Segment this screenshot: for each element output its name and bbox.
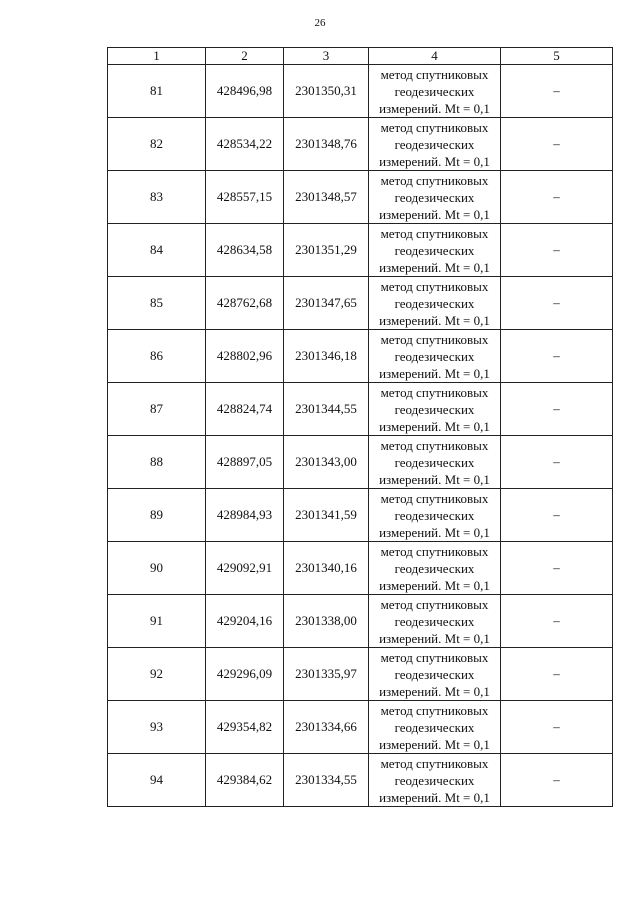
table-row: [108, 754, 613, 807]
coordinate-x: 428496,98: [206, 65, 284, 118]
coordinate-x: 429204,16: [206, 595, 284, 648]
method-cell: [369, 118, 501, 171]
method-line: метод спутниковых: [380, 755, 489, 771]
method-cell: [369, 701, 501, 754]
method-line: метод спутниковых: [380, 172, 489, 188]
table-row: [108, 542, 613, 595]
coordinate-x: 428557,15: [206, 171, 284, 224]
method-cell: [369, 277, 501, 330]
table-header-row: [108, 48, 613, 65]
header-col-1: 1: [108, 48, 206, 65]
method-line: геодезических: [394, 507, 475, 523]
method-cell: [369, 65, 501, 118]
note-dash: –: [501, 65, 613, 118]
method-cell: [369, 542, 501, 595]
coordinate-x: 428824,74: [206, 383, 284, 436]
note-dash: –: [501, 224, 613, 277]
method-line: измерений. Mt = 0,1: [379, 524, 490, 540]
point-number: 92: [108, 648, 206, 701]
coordinate-x: 429092,91: [206, 542, 284, 595]
note-dash: –: [501, 330, 613, 383]
point-number: 87: [108, 383, 206, 436]
method-cell: [369, 648, 501, 701]
method-line: геодезических: [394, 560, 475, 576]
note-dash: –: [501, 701, 613, 754]
point-number: 91: [108, 595, 206, 648]
method-line: геодезических: [394, 242, 475, 258]
table-row: [108, 383, 613, 436]
table-row: [108, 489, 613, 542]
note-dash: –: [501, 648, 613, 701]
coordinates-table: [107, 47, 613, 807]
coordinate-y: 2301335,97: [284, 648, 369, 701]
method-cell: [369, 754, 501, 807]
note-dash: –: [501, 277, 613, 330]
coordinate-y: 2301341,59: [284, 489, 369, 542]
method-line: измерений. Mt = 0,1: [379, 789, 490, 805]
table-row: [108, 436, 613, 489]
table-row: [108, 277, 613, 330]
coordinate-y: 2301347,65: [284, 277, 369, 330]
coordinate-y: 2301340,16: [284, 542, 369, 595]
method-cell: [369, 436, 501, 489]
note-dash: –: [501, 754, 613, 807]
method-line: геодезических: [394, 136, 475, 152]
method-line: метод спутниковых: [380, 119, 489, 135]
method-line: метод спутниковых: [380, 278, 489, 294]
method-line: метод спутниковых: [380, 66, 489, 82]
method-line: метод спутниковых: [380, 702, 489, 718]
note-dash: –: [501, 489, 613, 542]
method-line: измерений. Mt = 0,1: [379, 365, 490, 381]
coordinate-y: 2301351,29: [284, 224, 369, 277]
method-line: измерений. Mt = 0,1: [379, 630, 490, 646]
method-cell: [369, 224, 501, 277]
method-line: геодезических: [394, 613, 475, 629]
point-number: 84: [108, 224, 206, 277]
method-line: метод спутниковых: [380, 649, 489, 665]
coordinate-y: 2301338,00: [284, 595, 369, 648]
method-line: метод спутниковых: [380, 543, 489, 559]
method-line: геодезических: [394, 454, 475, 470]
table-row: [108, 224, 613, 277]
point-number: 83: [108, 171, 206, 224]
coordinate-x: 428802,96: [206, 330, 284, 383]
method-line: измерений. Mt = 0,1: [379, 312, 490, 328]
method-line: геодезических: [394, 348, 475, 364]
note-dash: –: [501, 118, 613, 171]
table-row: [108, 648, 613, 701]
method-line: измерений. Mt = 0,1: [379, 153, 490, 169]
method-line: геодезических: [394, 772, 475, 788]
method-line: геодезических: [394, 666, 475, 682]
note-dash: –: [501, 171, 613, 224]
coordinate-x: 429354,82: [206, 701, 284, 754]
method-line: метод спутниковых: [380, 437, 489, 453]
method-line: измерений. Mt = 0,1: [379, 418, 490, 434]
method-cell: [369, 330, 501, 383]
method-line: измерений. Mt = 0,1: [379, 100, 490, 116]
method-line: измерений. Mt = 0,1: [379, 736, 490, 752]
point-number: 86: [108, 330, 206, 383]
point-number: 90: [108, 542, 206, 595]
point-number: 82: [108, 118, 206, 171]
coordinate-x: 428762,68: [206, 277, 284, 330]
method-line: геодезических: [394, 295, 475, 311]
method-line: измерений. Mt = 0,1: [379, 471, 490, 487]
coordinate-y: 2301348,76: [284, 118, 369, 171]
table-row: [108, 330, 613, 383]
header-col-2: 2: [206, 48, 284, 65]
coordinate-y: 2301334,55: [284, 754, 369, 807]
coordinate-x: 429296,09: [206, 648, 284, 701]
point-number: 85: [108, 277, 206, 330]
method-line: геодезических: [394, 401, 475, 417]
method-cell: [369, 595, 501, 648]
note-dash: –: [501, 383, 613, 436]
method-line: геодезических: [394, 719, 475, 735]
coordinate-x: 428897,05: [206, 436, 284, 489]
point-number: 94: [108, 754, 206, 807]
coordinate-x: 428634,58: [206, 224, 284, 277]
coordinate-y: 2301334,66: [284, 701, 369, 754]
coordinate-y: 2301348,57: [284, 171, 369, 224]
header-col-3: 3: [284, 48, 369, 65]
header-col-4: 4: [369, 48, 501, 65]
point-number: 81: [108, 65, 206, 118]
table-row: [108, 118, 613, 171]
method-line: измерений. Mt = 0,1: [379, 577, 490, 593]
coordinate-y: 2301346,18: [284, 330, 369, 383]
method-line: измерений. Mt = 0,1: [379, 683, 490, 699]
method-cell: [369, 383, 501, 436]
method-line: метод спутниковых: [380, 490, 489, 506]
coordinate-y: 2301344,55: [284, 383, 369, 436]
table-row: [108, 65, 613, 118]
method-cell: [369, 489, 501, 542]
header-col-5: 5: [501, 48, 613, 65]
point-number: 88: [108, 436, 206, 489]
table-row: [108, 171, 613, 224]
page-number: 26: [314, 17, 326, 29]
coordinate-y: 2301343,00: [284, 436, 369, 489]
table-row: [108, 701, 613, 754]
table-body: [108, 65, 613, 807]
method-line: геодезических: [394, 83, 475, 99]
method-line: метод спутниковых: [380, 225, 489, 241]
method-line: измерений. Mt = 0,1: [379, 206, 490, 222]
table-row: [108, 595, 613, 648]
note-dash: –: [501, 595, 613, 648]
method-line: измерений. Mt = 0,1: [379, 259, 490, 275]
note-dash: –: [501, 436, 613, 489]
method-line: геодезических: [394, 189, 475, 205]
coordinate-x: 429384,62: [206, 754, 284, 807]
coordinate-x: 428984,93: [206, 489, 284, 542]
note-dash: –: [501, 542, 613, 595]
method-cell: [369, 171, 501, 224]
method-line: метод спутниковых: [380, 384, 489, 400]
method-line: метод спутниковых: [380, 331, 489, 347]
point-number: 89: [108, 489, 206, 542]
point-number: 93: [108, 701, 206, 754]
method-line: метод спутниковых: [380, 596, 489, 612]
coordinate-x: 428534,22: [206, 118, 284, 171]
coordinate-y: 2301350,31: [284, 65, 369, 118]
